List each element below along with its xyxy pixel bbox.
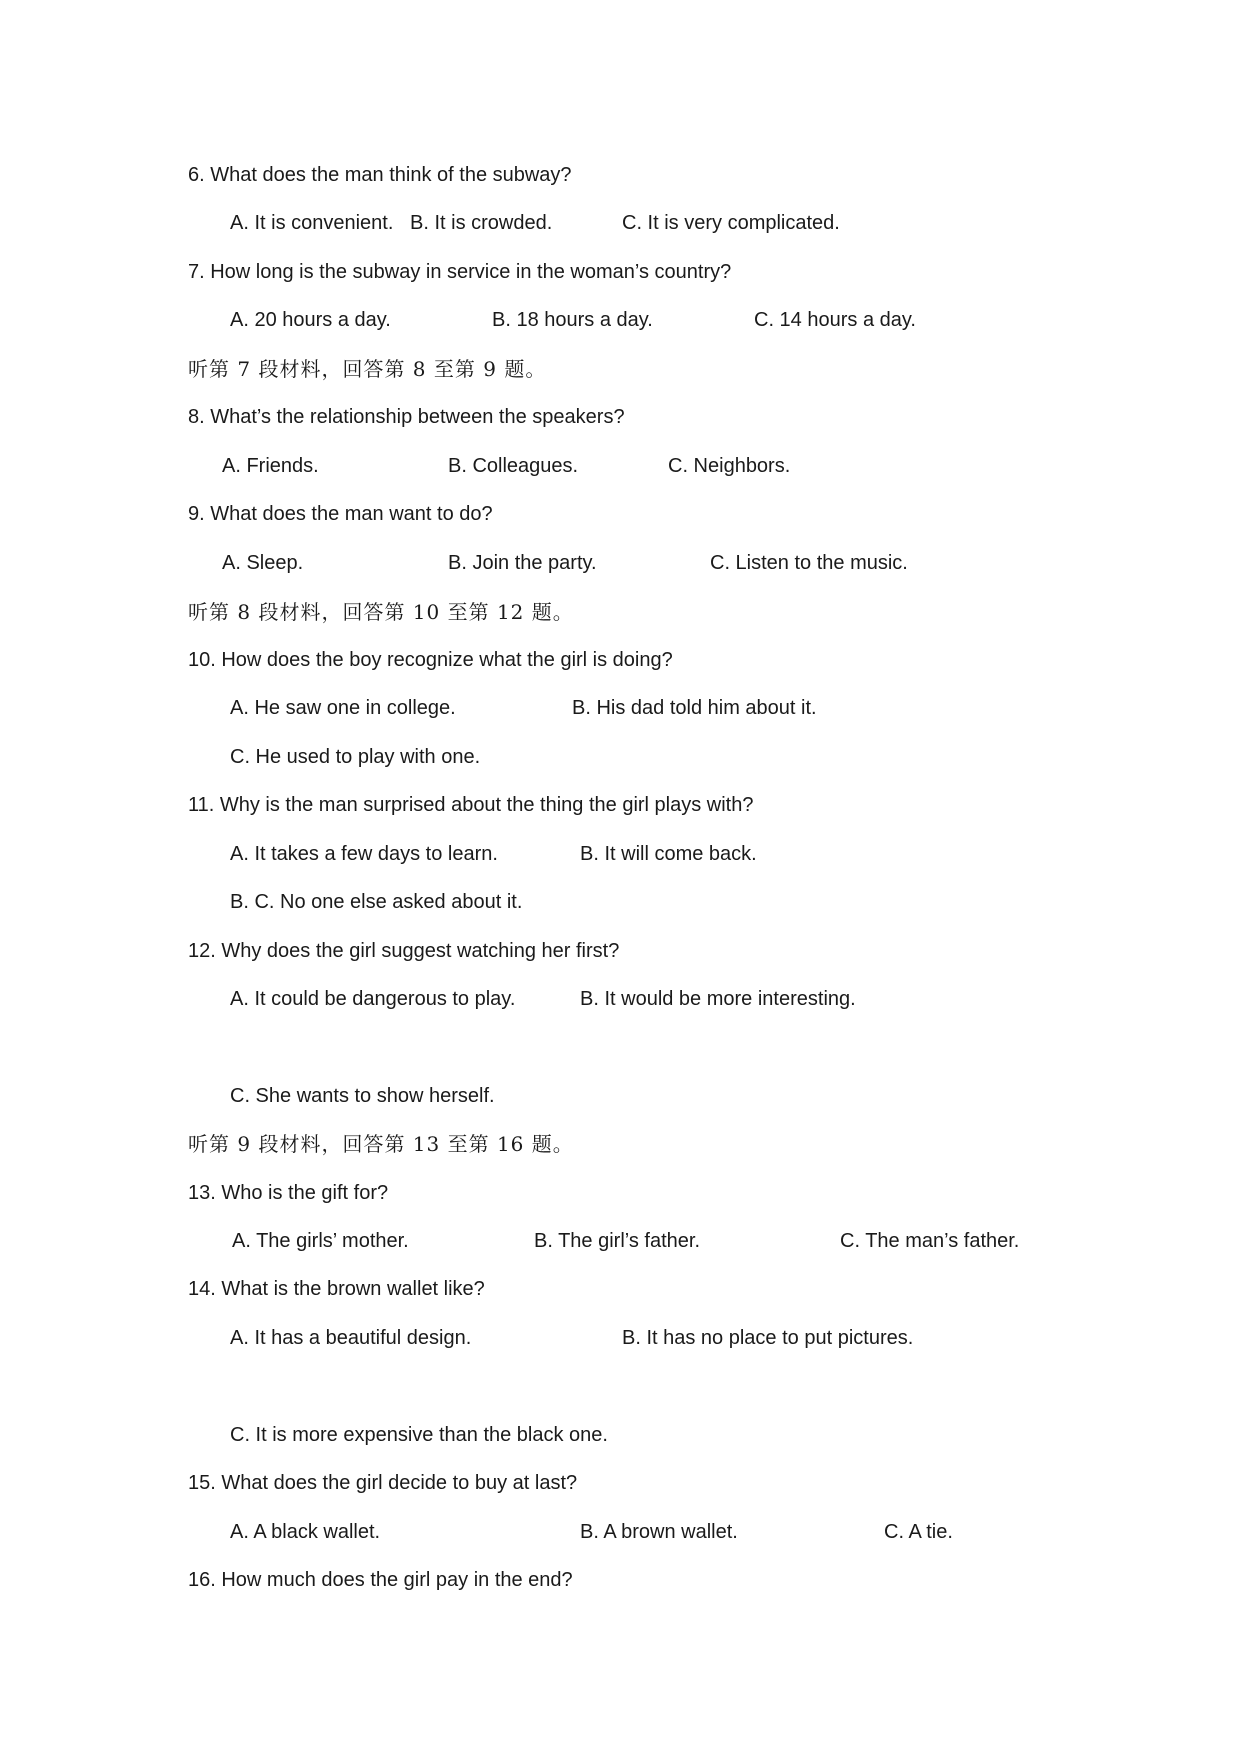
question-7-stem: 7. How long is the subway in service in the woman’s country? bbox=[188, 261, 732, 283]
question-7-option-b: B. 18 hours a day. bbox=[492, 309, 653, 331]
question-15-option-c: C. A tie. bbox=[884, 1521, 953, 1543]
question-8-option-c: C. Neighbors. bbox=[668, 455, 791, 477]
question-12-option-c: C. She wants to show herself. bbox=[230, 1085, 495, 1107]
section-9-instruction: 听第 9 段材料，回答第 13 至第 16 题。 bbox=[188, 1132, 574, 1156]
question-16-stem: 16. How much does the girl pay in the end? bbox=[188, 1569, 573, 1591]
question-10-option-b: B. His dad told him about it. bbox=[572, 697, 817, 719]
question-8-option-a: A. Friends. bbox=[222, 455, 319, 477]
question-14-stem: 14. What is the brown wallet like? bbox=[188, 1278, 485, 1300]
question-8-option-b: B. Colleagues. bbox=[448, 455, 579, 477]
question-15-stem: 15. What does the girl decide to buy at last? bbox=[188, 1472, 578, 1494]
question-15-option-a: A. A black wallet. bbox=[230, 1521, 381, 1543]
question-11-option-a: A. It takes a few days to learn. bbox=[230, 843, 498, 865]
question-6-stem: 6. What does the man think of the subway? bbox=[188, 164, 572, 186]
question-12-option-b: B. It would be more interesting. bbox=[580, 988, 856, 1010]
question-9-option-c: C. Listen to the music. bbox=[710, 552, 908, 574]
question-6-option-c: C. It is very complicated. bbox=[622, 212, 840, 234]
question-14-option-a: A. It has a beautiful design. bbox=[230, 1327, 472, 1349]
question-10-option-a: A. He saw one in college. bbox=[230, 697, 456, 719]
question-7-option-a: A. 20 hours a day. bbox=[230, 309, 391, 331]
question-15-option-b: B. A brown wallet. bbox=[580, 1521, 738, 1543]
section-8-instruction: 听第 8 段材料，回答第 10 至第 12 题。 bbox=[188, 600, 574, 624]
question-11-option-b: B. It will come back. bbox=[580, 843, 757, 865]
question-8-stem: 8. What’s the relationship between the speakers? bbox=[188, 406, 625, 428]
question-9-option-a: A. Sleep. bbox=[222, 552, 304, 574]
question-13-stem: 13. Who is the gift for? bbox=[188, 1182, 389, 1204]
question-7-option-c: C. 14 hours a day. bbox=[754, 309, 916, 331]
question-12-stem: 12. Why does the girl suggest watching her first? bbox=[188, 940, 620, 962]
question-10-option-c: C. He used to play with one. bbox=[230, 746, 481, 768]
question-11-option-c: B. C. No one else asked about it. bbox=[230, 891, 523, 913]
question-12-option-a: A. It could be dangerous to play. bbox=[230, 988, 516, 1010]
question-13-option-c: C. The man’s father. bbox=[840, 1230, 1020, 1252]
question-9-stem: 9. What does the man want to do? bbox=[188, 503, 493, 525]
question-6-option-a: A. It is convenient. bbox=[230, 212, 394, 234]
question-10-stem: 10. How does the boy recognize what the girl is doing? bbox=[188, 649, 673, 671]
question-6-option-b: B. It is crowded. bbox=[410, 212, 553, 234]
question-14-option-b: B. It has no place to put pictures. bbox=[622, 1327, 914, 1349]
question-13-option-a: A. The girls’ mother. bbox=[232, 1230, 409, 1252]
section-7-instruction: 听第 7 段材料，回答第 8 至第 9 题。 bbox=[188, 357, 547, 381]
question-9-option-b: B. Join the party. bbox=[448, 552, 597, 574]
question-14-option-c: C. It is more expensive than the black one. bbox=[230, 1424, 608, 1446]
question-13-option-b: B. The girl’s father. bbox=[534, 1230, 701, 1252]
question-11-stem: 11. Why is the man surprised about the thing the girl plays with? bbox=[188, 794, 754, 816]
